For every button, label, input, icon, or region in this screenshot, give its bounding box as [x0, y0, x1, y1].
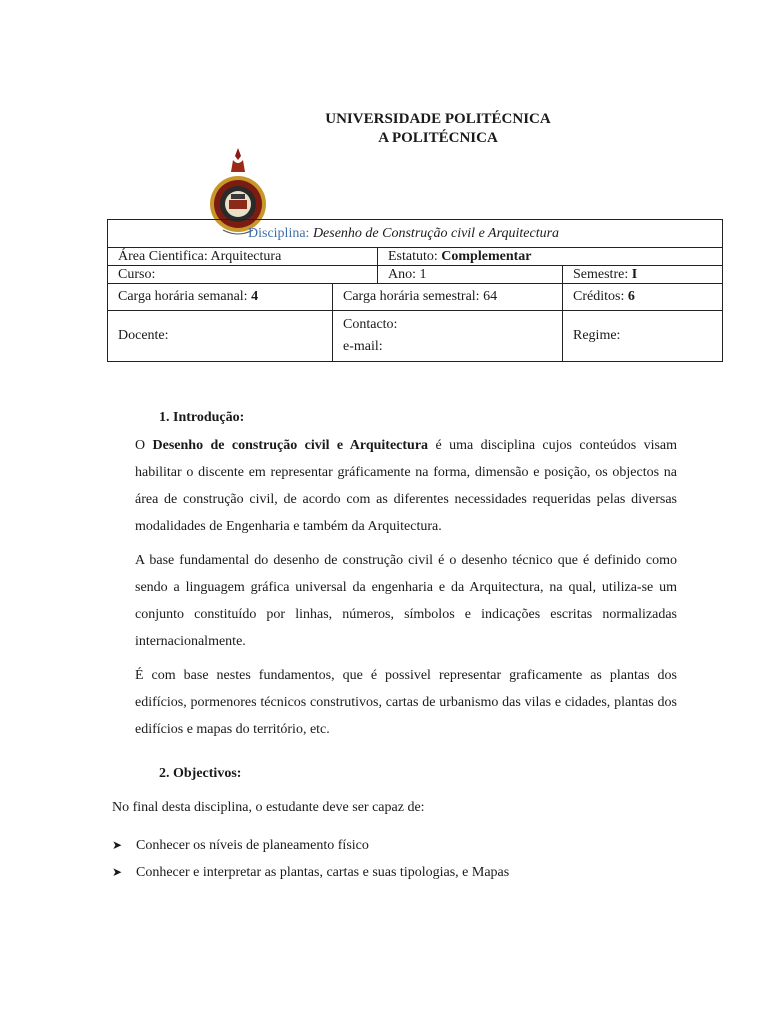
section-objectives-title: 2. Objectivos: [159, 766, 242, 781]
ano-cell [378, 266, 563, 284]
regime-label: Regime: [573, 328, 621, 343]
objectives-lead: No final desta disciplina, o estudante deve ser capaz de: [112, 800, 425, 815]
creditos-label: Créditos: [573, 289, 625, 304]
regime-cell [563, 311, 723, 362]
intro-paragraph-2: A base fundamental do desenho de construção civil é o desenho técnico que é definido como sendo a linguagem gráfica universal da engenharia e da Arquitectura, na qual, utiliza-se um conjunto constituído por linhas, números, símbolos e indicações escritas normalizadas internacionalmente. [135, 553, 677, 649]
course-info-table [107, 219, 723, 362]
intro-paragraph-1 [135, 432, 677, 540]
university-subtitle: A POLITÉCNICA [378, 130, 498, 146]
ano-value: 1 [419, 266, 427, 282]
estatuto-label: Estatuto: [388, 248, 438, 264]
docente-label: Docente: [118, 328, 169, 343]
area-label: Área Cientifica: [118, 248, 208, 264]
curso-label: Curso: [118, 266, 156, 282]
area-value: Arquitectura [210, 248, 282, 264]
disciplina-label: Disciplina: [248, 225, 310, 241]
intro-body [135, 432, 677, 743]
intro-p1-rest: é uma disciplina cujos conteúdos visam habilitar o discente em representar gráficamente na forma, dimensão e posição, os objectos na área de construção civil, de acordo com as diferentes necessidades requeridas pelas diversas modalidades de Engenharia e também da Arquitectura. [135, 438, 678, 534]
creditos-value: 6 [627, 289, 635, 304]
intro-p1-bold: Desenho de construção civil e Arquitectura [152, 438, 429, 453]
intro-p1-prefix: O [135, 438, 146, 453]
objective-text: Conhecer os níveis de planeamento físico [136, 837, 369, 853]
arrow-bullet-icon: ➤ [112, 838, 123, 852]
carga-semestral-label: Carga horária semestral: [343, 289, 480, 304]
list-item [112, 859, 509, 886]
email-label: e-mail: [343, 339, 383, 354]
carga-semanal-label: Carga horária semanal: [118, 289, 248, 304]
disciplina-value: Desenho de Construção civil e Arquitectura [312, 225, 560, 241]
semestre-value: I [631, 266, 638, 282]
docente-cell [108, 311, 333, 362]
estatuto-value: Complementar [441, 248, 532, 264]
semestre-label: Semestre: [573, 266, 629, 282]
semestre-cell [563, 266, 723, 284]
carga-semanal-cell [108, 284, 333, 311]
intro-paragraph-3: É com base nestes fundamentos, que é possivel representar graficamente as plantas dos edifícios, pormenores técnicos construtivos, cartas de urbanismo das vilas e cidades, plantas dos edifícios e mapas do território, etc. [135, 668, 677, 737]
list-item [112, 832, 509, 859]
ano-label: Ano: [388, 266, 416, 282]
carga-semestral-value: 64 [483, 289, 498, 304]
objective-text: Conhecer e interpretar as plantas, cartas e suas tipologias, e Mapas [136, 864, 510, 880]
arrow-bullet-icon: ➤ [112, 865, 123, 879]
contacto-label: Contacto: [343, 317, 398, 332]
section-intro-title: 1. Introdução: [159, 410, 245, 425]
area-cell [108, 248, 378, 266]
university-name: UNIVERSIDADE POLITÉCNICA [325, 111, 551, 127]
estatuto-cell [378, 248, 723, 266]
disciplina-cell [108, 220, 723, 248]
objectives-list [112, 832, 509, 886]
creditos-cell [563, 284, 723, 311]
curso-cell [108, 266, 378, 284]
carga-semanal-value: 4 [251, 289, 259, 304]
contacto-cell [333, 311, 563, 362]
university-header [0, 110, 768, 148]
carga-semestral-cell [333, 284, 563, 311]
